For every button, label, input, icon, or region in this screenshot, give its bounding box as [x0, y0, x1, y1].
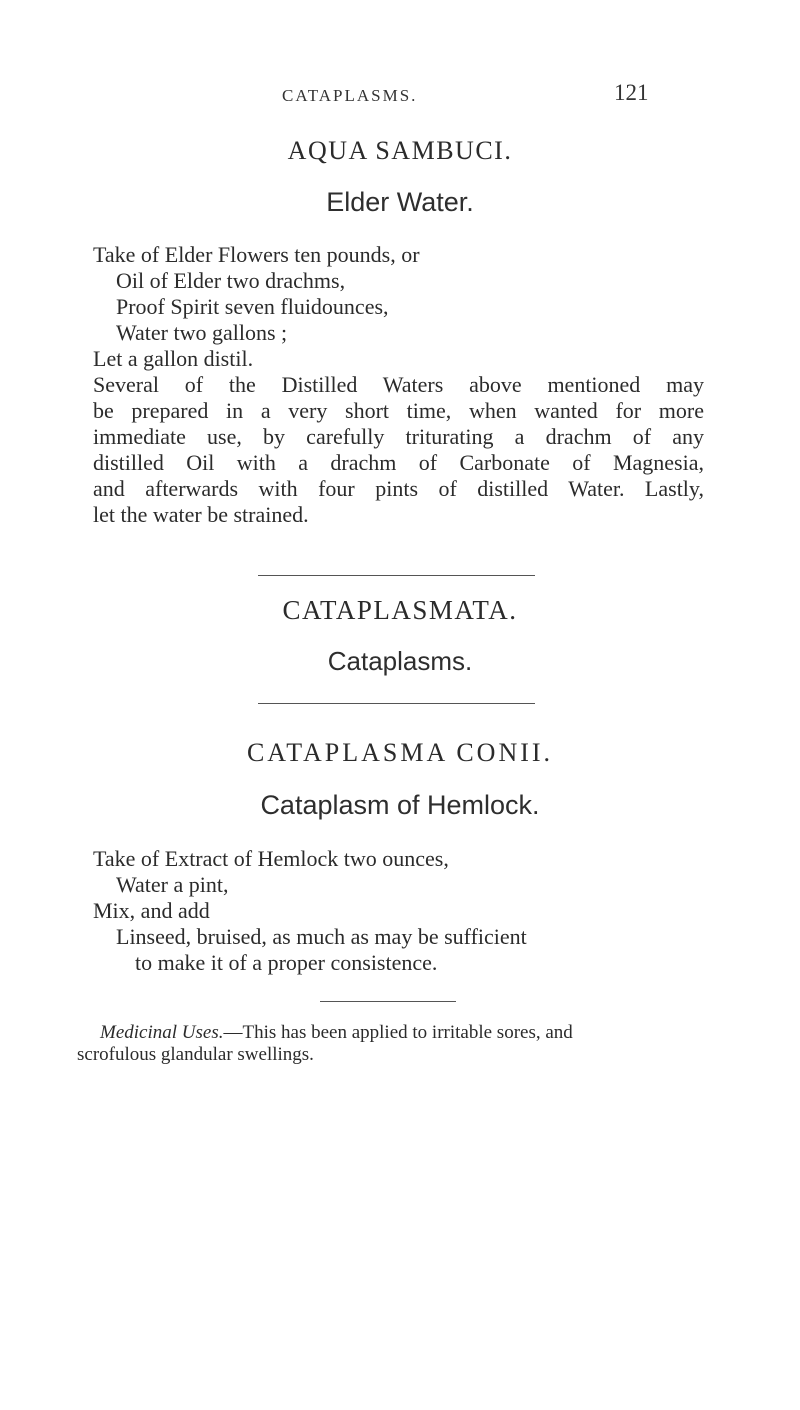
running-head: CATAPLASMS. — [282, 86, 418, 105]
recipe-line: Water a pint, — [116, 872, 229, 897]
divider-rule — [258, 575, 535, 576]
recipe-line: Take of Extract of Hemlock two ounces, — [93, 846, 449, 871]
section-title-aqua-sambuci: AQUA SAMBUCI. — [287, 136, 513, 165]
recipe-line: Oil of Elder two drachms, — [116, 268, 346, 293]
section-title-cataplasmata: CATAPLASMATA. — [282, 595, 518, 625]
paragraph-line: let the water be strained. — [93, 502, 309, 527]
section-title-cataplasma-conii: CATAPLASMA CONII. — [246, 738, 554, 767]
medicinal-uses-label: Medicinal Uses. — [100, 1022, 224, 1043]
section-subtitle-elder-water: Elder Water. — [326, 187, 474, 217]
page-number: 121 — [614, 80, 649, 105]
divider-rule — [258, 703, 535, 704]
paragraph-line: distilled Oil with a drachm of Carbonate of Magnesia, — [93, 450, 704, 475]
recipe-line: Water two gallons ; — [116, 320, 288, 345]
recipe-line: Linseed, bruised, as much as may be sufficient — [116, 924, 527, 949]
paragraph-line: Several of the Distilled Waters above mentioned may — [93, 372, 704, 397]
recipe-line: to make it of a proper consistence. — [135, 950, 438, 975]
divider-rule — [320, 1001, 456, 1002]
paragraph-line: immediate use, by carefully triturating a drachm of any — [93, 424, 704, 449]
recipe-line: Take of Elder Flowers ten pounds, or — [93, 242, 420, 267]
section-subtitle-cataplasm-of-hemlock: Cataplasm of Hemlock. — [260, 790, 540, 820]
recipe-line: Mix, and add — [93, 898, 210, 923]
recipe-line: Let a gallon distil. — [93, 346, 254, 371]
paragraph-line: be prepared in a very short time, when wanted for more — [93, 398, 704, 423]
note-line: scrofulous glandular swellings. — [77, 1044, 314, 1065]
medicinal-uses-text: —This has been applied to irritable sores, and — [223, 1022, 573, 1043]
recipe-line: Proof Spirit seven fluidounces, — [116, 294, 389, 319]
section-subtitle-cataplasms: Cataplasms. — [327, 646, 473, 676]
paragraph-line: and afterwards with four pints of distilled Water. Lastly, — [93, 476, 704, 501]
